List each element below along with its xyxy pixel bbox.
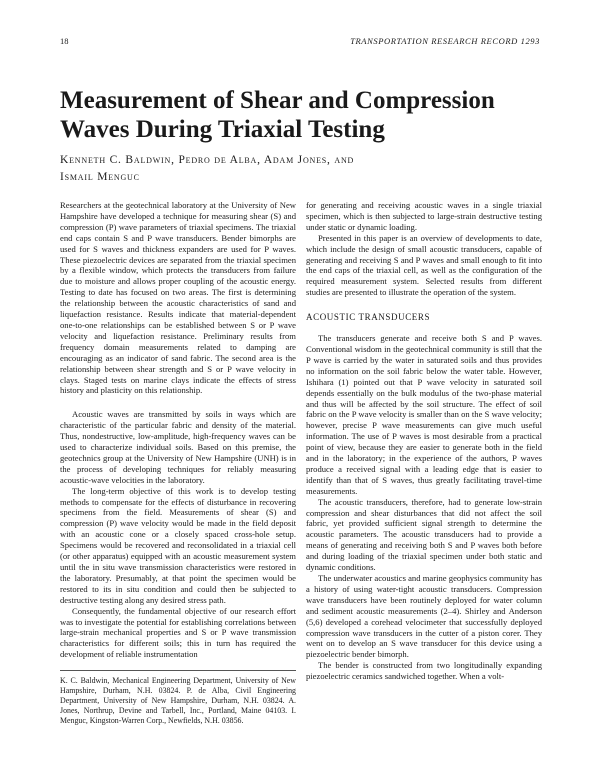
- body-paragraph: Presented in this paper is an overview of developments to date, which include the design of small acoustic transducers, capable of generating and receiving S and P waves and small enough to fit into the end caps of the triaxial cell, as well as the configuration of the required measurement system. Selected results from different studies are presented to illustrate the operation of the system.: [306, 232, 542, 298]
- body-paragraph: The underwater acoustics and marine geophysics community has a history of using water-tight acoustic transducers. Compression wave transducers have been routinely deployed for water column and sediment acoustic measurements (2–4). Shirley and Anderson (5,6) developed a corehead velocimeter that successfully deployed compression wave transducers in the cutter of a piston corer. They went on to develop an S wave transducer for this device using a piezoelectric bender bimorph.: [306, 573, 542, 660]
- left-column: [60, 200, 296, 660]
- author-line-2: Ismail Menguc: [60, 171, 140, 183]
- body-paragraph: The acoustic transducers, therefore, had to generate low-strain compression and shear disturbances that did not affect the soil fabric, yet provided sufficient signal strength to determine the acoustic parameters. The acoustic transducers had to provide a means of generating and receiving both S and P waves both before and during loading of the triaxial specimen under both static and dynamic conditions.: [306, 496, 542, 573]
- body-paragraph: The transducers generate and receive both S and P waves. Conventional wisdom in the geotechnical community is still that the P wave is carried by the water in saturated soils and thus provides no information on the soil fabric below the water table. However, Ishihara (1) pointed out that P wave velocity in saturated soil depends essentially on the bulk modulus of the two-phase material and thus will be affected by the soil structure. The effect of soil fabric on the P wave velocity is smaller than on the S wave velocity; however, precise P wave measurements can give much useful information. The use of P waves is most desirable from a practical point of view, because they are easier to generate both in the field and in the laboratory; in the experience of the authors, P waves produce a received signal with a leading edge that is easier to identify than that of S waves, thus greatly facilitating travel-time measurements.: [306, 333, 542, 496]
- footnote-rule: [60, 670, 296, 671]
- body-paragraph: The bender is constructed from two longitudinally expanding piezoelectric ceramics sandwiched together. When a volt-: [306, 660, 542, 682]
- section-heading: ACOUSTIC TRANSDUCERS: [306, 312, 431, 323]
- paper-title: Measurement of Shear and Compression Waves During Triaxial Testing: [60, 87, 495, 143]
- author-line-1: Kenneth C. Baldwin, Pedro de Alba, Adam Jones, and: [60, 154, 355, 166]
- page-number: 18: [60, 36, 69, 46]
- journal-name: TRANSPORTATION RESEARCH RECORD 1293: [350, 36, 540, 46]
- body-paragraph: Consequently, the fundamental objective of our research effort was to investigate the potential for establishing correlations between large-strain mechanical properties and S or P wave transmission characteristics for different soils; this in turn has required the development of reliable instrumentation: [60, 605, 296, 660]
- body-paragraph: Acoustic waves are transmitted by soils in ways which are characteristic of the particular fabric and density of the material. Thus, nondestructive, low-amplitude, high-frequency waves can be used to characterize individual soils. Based on this premise, the geotechnics group at the University of New Hampshire (UNH) is in the process of developing techniques for reliably measuring acoustic-wave velocities in the laboratory.: [60, 409, 296, 485]
- body-paragraph: The long-term objective of this work is to develop testing methods to compensate for the effects of disturbance in recovering specimens from the field. Measurements of shear (S) and compression (P) wave velocity would be made in the field deposit with an acoustic cone or a closely spaced cross-hole setup. Specimens would be recovered and reconsolidated in a triaxial cell (or other apparatus) equipped with an acoustic measurement system until the in situ wave transmission characteristics were restored in the laboratory. Presumably, at that point the specimen would be restored to its in situ condition and could then be subjected to destructive testing along any desired stress path.: [60, 485, 296, 605]
- author-affiliations-footnote: K. C. Baldwin, Mechanical Engineering Department, University of New Hampshire, Durham, N.H. 03824. P. de Alba, Civil Engineering Department, University of New Hampshire, Durham, N.H. 03824. A. Jones, Northrup, Devine and Tarbell, Inc., Portland, Maine 04103. I. Menguc, Kingston-Warren Corp., Newfields, N.H. 03856.: [60, 676, 296, 725]
- right-column: [306, 200, 542, 682]
- body-paragraph: for generating and receiving acoustic waves in a single triaxial specimen, which is then subjected to large-strain destructive testing under static or dynamic loading.: [306, 200, 542, 232]
- author-list: [60, 152, 540, 186]
- running-header: [60, 36, 540, 50]
- abstract: Researchers at the geotechnical laboratory at the University of New Hampshire have developed a technique for measuring shear (S) and compression (P) wave parameters of triaxial specimens. The triaxial end caps contain S and P wave transducers. Bender bimorphs are used for S waves and thickness expanders are used for P waves. These piezoelectric devices are separated from the triaxial specimen by a flexible window, which protects the transducers from failure due to moisture and allows proper coupling of the acoustic energy. Testing to date has focused on two areas. The first is determining the relationship between the acoustic characteristics of sand and liquefaction resistance. Results indicate that material-dependent one-to-one relationships can be established between S or P wave velocity and liquefaction resistance. Preliminary results from frequency domain measurements related to damping are encouraging as an indicator of sand fabric. The second area is the relationship between shear strength and S or P wave velocity in clays. Staged tests on marine clays indicate the effects of stress history and plasticity on this relationship.: [60, 200, 296, 396]
